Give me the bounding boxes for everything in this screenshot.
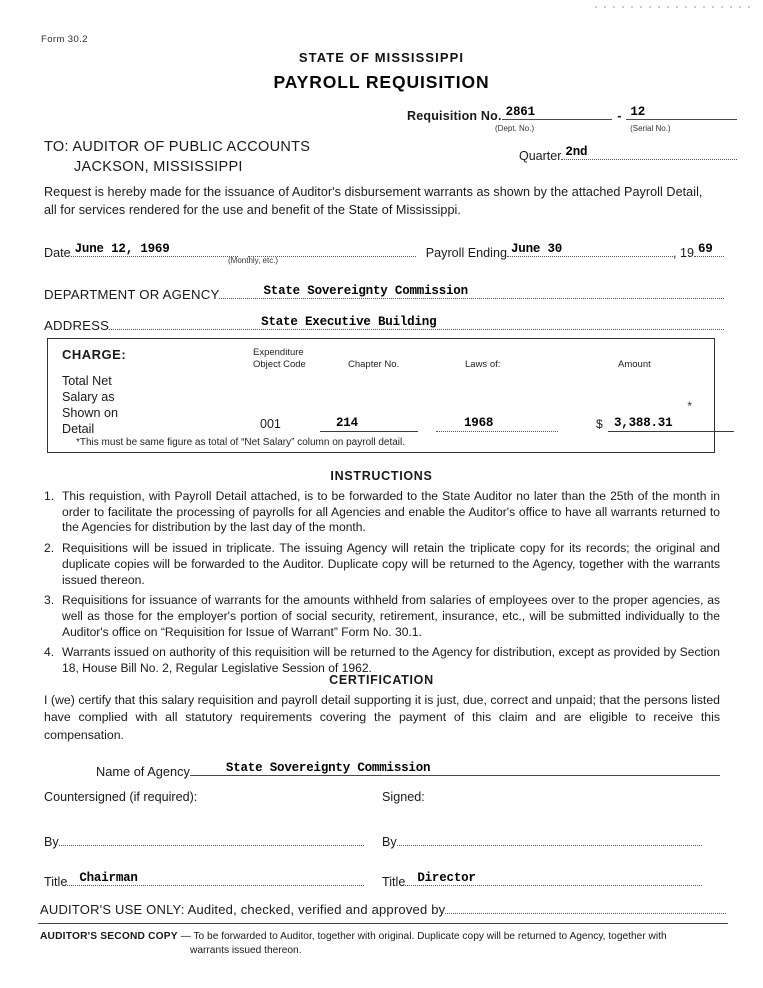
dept-no-caption: (Dept. No.) [495,124,535,133]
countersigned-label: Countersigned (if required): [44,790,198,804]
second-copy-heading: AUDITOR'S SECOND COPY [40,931,178,942]
second-copy-text-line2: warrants issued thereon. [190,944,302,956]
instructions-heading: INSTRUCTIONS [330,469,433,483]
auditor-use-row [40,898,726,917]
department-label: DEPARTMENT OR AGENCY [44,287,220,302]
department-value: State Sovereignty Commission [263,284,468,298]
serial-no-caption: (Serial No.) [630,124,671,133]
amount-asterisk-mark: * [687,399,692,413]
signed-title-value: Director [417,871,476,885]
date-value: June 12, 1969 [74,242,170,256]
signed-column [382,790,720,910]
addressee-line-2: JACKSON, MISSISSIPPI [74,158,243,175]
certification-heading: CERTIFICATION [329,673,434,687]
certification-paragraph: I (we) certify that this salary requisition and payroll detail supporting it is just, due, correct and unpaid; that the persons listed have complied with all statutory requirements covering the payment of this claim and are eligible to receive this compensation. [44,693,720,742]
date-field[interactable] [71,241,239,257]
instruction-text: Requisitions will be issued in triplicate. The issuing Agency will retain the triplicate copy for its records; the original and duplicate copies will be forwarded to the Auditor. Duplicate copy will be returned to the Agency, together with the warrants issued thereon. [62,541,720,587]
instruction-text: Warrants issued on authority of this requisition will be returned to the Agency for distribution, except as provided by Section 18, House Bill No. 2, Regular Legislative Session of 1962. [62,645,720,676]
object-code-value: 001 [260,417,281,431]
charge-box [47,338,715,453]
countersigned-title-field[interactable] [67,870,364,886]
department-row [44,283,724,302]
year-prefix: , 19 [672,246,694,260]
amount-field[interactable] [608,415,734,432]
requisition-number-line [407,104,737,123]
quarter-label: Quarter [519,149,562,163]
charge-label-line1: Total Net [62,374,112,388]
quarter-value: 2nd [565,145,588,159]
date-row [44,241,724,260]
requisition-captions [407,124,737,133]
list-item [44,541,720,588]
charge-label-line4: Detail [62,422,95,437]
charge-heading: CHARGE: [62,347,127,362]
charge-label-line2: Salary as [62,390,115,405]
object-code-header-line2: Object Code [253,358,306,370]
footer-divider [38,923,728,924]
auditor-approval-field[interactable] [445,898,726,914]
agency-name-value: State Sovereignty Commission [225,761,431,775]
laws-of-field[interactable] [436,415,558,432]
dept-no-field[interactable] [502,104,613,120]
quarter-line [407,144,737,163]
expenditure-object-code-header [253,347,306,371]
page-title: PAYROLL REQUISITION [273,72,490,92]
requisition-number-label: Requisition No. [407,109,502,123]
dept-no-value: 2861 [505,105,535,119]
payroll-ending-value: June 30 [510,242,563,256]
instruction-number: 1. [44,489,55,503]
second-copy-text: To be forwarded to Auditor, together with original. Duplicate copy will be returned to Agency, together with [193,931,667,942]
instruction-number: 4. [44,645,55,660]
agency-name-label: Name of Agency [96,764,190,779]
address-value: State Executive Building [261,315,437,329]
agency-name-field[interactable] [190,760,720,776]
date-label: Date [44,246,71,260]
department-field[interactable] [219,283,724,299]
signature-columns [44,790,720,910]
charge-values-row [48,417,716,437]
payroll-ending-field[interactable] [507,241,673,257]
serial-no-value: 12 [630,105,646,119]
addressee-block [44,138,310,177]
signed-by-label: By [382,835,397,849]
charge-footnote: *This must be same figure as total of “Net Salary” column on payroll detail. [76,437,406,448]
signed-title-field[interactable] [405,870,702,886]
countersigned-by-field[interactable] [59,830,364,846]
signed-label: Signed: [382,790,425,804]
amount-header: Amount [618,359,651,370]
requisition-number-block [407,104,737,163]
instruction-number: 2. [44,541,55,556]
list-item [44,489,720,536]
second-copy-notice [40,930,730,958]
auditor-use-label: AUDITOR'S USE ONLY: Audited, checked, verified and approved by [40,902,446,917]
instructions-list [44,489,720,682]
countersigned-by-row [44,830,382,849]
payroll-ending-label: Payroll Ending [425,246,507,260]
chapter-no-field[interactable] [320,415,418,432]
addressee-line-1: TO: AUDITOR OF PUBLIC ACCOUNTS [44,139,311,155]
countersigned-by-label: By [44,835,59,849]
request-paragraph: Request is hereby made for the issuance of Auditor's disbursement warrants as shown by the attached Payroll Detail, all for services rendered for the use and benefit of the State of Mississippi. [44,185,703,218]
frequency-field[interactable] [248,241,416,257]
list-item [44,593,720,640]
countersigned-title-value: Chairman [79,871,138,885]
requisition-dash: - [617,109,622,123]
form-code-label: Form 30.2 [41,34,88,45]
laws-of-value: 1968 [464,416,494,430]
expenditure-header-line1: Expenditure [253,347,304,358]
year-value: 69 [698,242,713,256]
amount-value: 3,388.31 [614,416,673,430]
state-title: STATE OF MISSISSIPPI [298,50,465,65]
charge-label-line3: Shown on [62,406,119,421]
address-field[interactable] [109,314,724,330]
countersigned-title-row [44,870,382,889]
chapter-no-value: 214 [336,416,358,430]
frequency-caption: (Monthly, etc.) [228,256,279,265]
signed-by-row [382,830,720,849]
countersigned-title-label: Title [44,875,68,889]
instruction-text: Requisitions for issuance of warrants for the amounts withheld from salaries of employees over to the proper agencies, as well as those for the employer's portion of social security, retirement, insurance, etc., will be submitted individually to the Auditor's office on “Requisition for Issue of Warrant” Form No. 30.1. [62,593,720,639]
year-field[interactable] [694,241,724,257]
quarter-field[interactable] [561,144,737,160]
agency-name-row [96,760,720,779]
dollar-sign: $ [596,417,603,431]
document-title-block [0,50,763,93]
address-row [44,314,724,333]
signed-title-row [382,870,720,889]
instruction-number: 3. [44,593,55,608]
countersigned-column [44,790,382,910]
serial-no-field[interactable] [626,104,737,120]
signed-by-field[interactable] [397,830,702,846]
laws-of-header: Laws of: [465,359,501,370]
charge-column-headers [48,345,716,375]
instruction-text: This requistion, with Payroll Detail attached, is to be forwarded to the State Auditor no later than the 25th of the month in order to facilitate the processing of payrolls for all Agencies and enable the Auditor's office to have all warrants returned to the Agencies for distribution by the last day of the month. [62,489,720,535]
signed-title-label: Title [382,875,406,889]
chapter-no-header: Chapter No. [348,359,400,370]
second-copy-dash: — [177,931,194,942]
address-label: ADDRESS [44,318,110,333]
